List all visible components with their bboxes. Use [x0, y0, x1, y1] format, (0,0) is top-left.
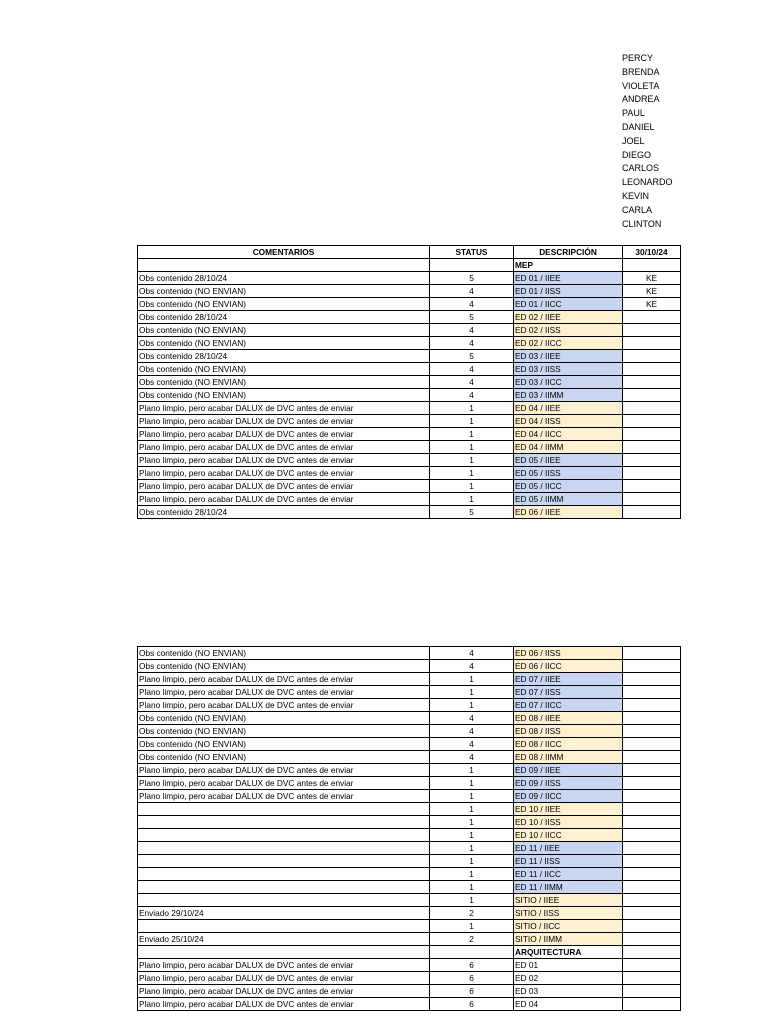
cell-status[interactable]: 1	[430, 764, 514, 777]
table-row	[138, 894, 681, 907]
cell-date-mark[interactable]: KE	[623, 285, 681, 298]
cell-status[interactable]: 1	[430, 894, 514, 907]
cell-date-mark[interactable]	[623, 894, 681, 907]
cell-comment[interactable]: Plano limpio, pero acabar DALUX de DVC antes de enviar	[138, 686, 430, 699]
cell-status[interactable]: 5	[430, 350, 514, 363]
cell-date-mark[interactable]	[623, 790, 681, 803]
cell-status[interactable]	[430, 946, 514, 959]
cell-description[interactable]: ED 01 / IIEE	[514, 272, 623, 285]
header-status: STATUS	[430, 246, 514, 259]
cell-status[interactable]: 1	[430, 686, 514, 699]
cell-date-mark[interactable]	[623, 376, 681, 389]
cell-comment[interactable]	[138, 842, 430, 855]
cell-status[interactable]: 1	[430, 790, 514, 803]
cell-status[interactable]: 1	[430, 467, 514, 480]
cell-comment[interactable]	[138, 894, 430, 907]
cell-date-mark[interactable]	[623, 311, 681, 324]
cell-status[interactable]	[430, 259, 514, 272]
cell-status[interactable]: 4	[430, 337, 514, 350]
table-row	[138, 777, 681, 790]
table-row	[138, 764, 681, 777]
cell-description[interactable]: ED 05 / IICC	[514, 480, 623, 493]
cell-comment[interactable]	[138, 803, 430, 816]
cell-description[interactable]: ED 06 / IIEE	[514, 506, 623, 519]
cell-description[interactable]: ED 08 / IIMM	[514, 751, 623, 764]
assignee-name: PAUL	[622, 108, 645, 119]
cell-description[interactable]: ED 02 / IIEE	[514, 311, 623, 324]
cell-date-mark[interactable]	[623, 738, 681, 751]
cell-status[interactable]: 4	[430, 376, 514, 389]
cell-date-mark[interactable]	[623, 959, 681, 972]
cell-comment[interactable]: Obs contenido 28/10/24	[138, 272, 430, 285]
assignee-name: DANIEL	[622, 121, 655, 132]
cell-date-mark[interactable]: KE	[623, 298, 681, 311]
cell-comment[interactable]: Obs contenido (NO ENVIAN)	[138, 738, 430, 751]
table-row	[138, 647, 681, 660]
cell-comment[interactable]: Obs contenido 28/10/24	[138, 311, 430, 324]
table-row	[138, 285, 681, 298]
cell-description[interactable]: ED 09 / IISS	[514, 777, 623, 790]
cell-description[interactable]: ED 01 / IICC	[514, 298, 623, 311]
assignee-name: BRENDA	[622, 66, 660, 77]
cell-description[interactable]: ED 11 / IICC	[514, 868, 623, 881]
assignee-name: KEVIN	[622, 190, 650, 201]
assignee-name: VIOLETA	[622, 80, 660, 91]
cell-date-mark[interactable]	[623, 259, 681, 272]
cell-date-mark[interactable]	[623, 673, 681, 686]
cell-description[interactable]: ED 07 / IICC	[514, 699, 623, 712]
cell-description[interactable]: ED 10 / IISS	[514, 816, 623, 829]
cell-comment[interactable]	[138, 868, 430, 881]
cell-description[interactable]: ED 04 / IICC	[514, 428, 623, 441]
cell-comment[interactable]	[138, 946, 430, 959]
cell-comment[interactable]: Obs contenido (NO ENVIAN)	[138, 285, 430, 298]
table-row	[138, 972, 681, 985]
tracking-table-bottom	[137, 646, 681, 1011]
cell-description[interactable]: ED 06 / IISS	[514, 647, 623, 660]
cell-description[interactable]: ED 10 / IIEE	[514, 803, 623, 816]
cell-date-mark[interactable]	[623, 506, 681, 519]
table-row	[138, 751, 681, 764]
header-comentarios: COMENTARIOS	[138, 246, 430, 259]
cell-comment[interactable]: Plano limpio, pero acabar DALUX de DVC antes de enviar	[138, 441, 430, 454]
cell-description[interactable]: ED 04 / IISS	[514, 415, 623, 428]
cell-status[interactable]: 6	[430, 985, 514, 998]
cell-comment[interactable]: Plano limpio, pero acabar DALUX de DVC antes de enviar	[138, 415, 430, 428]
cell-description[interactable]: ED 07 / IISS	[514, 686, 623, 699]
table-row	[138, 790, 681, 803]
cell-status[interactable]: 1	[430, 402, 514, 415]
cell-description[interactable]: SITIO / IISS	[514, 907, 623, 920]
assignee-name: JOEL	[622, 135, 645, 146]
cell-comment[interactable]: Obs contenido (NO ENVIAN)	[138, 389, 430, 402]
cell-status[interactable]: 6	[430, 972, 514, 985]
table-row	[138, 803, 681, 816]
cell-comment[interactable]	[138, 816, 430, 829]
cell-comment[interactable]: Plano limpio, pero acabar DALUX de DVC antes de enviar	[138, 428, 430, 441]
cell-status[interactable]: 1	[430, 493, 514, 506]
table-row	[138, 441, 681, 454]
cell-status[interactable]: 1	[430, 829, 514, 842]
cell-comment[interactable]: Obs contenido (NO ENVIAN)	[138, 751, 430, 764]
cell-description[interactable]: ED 02	[514, 972, 623, 985]
cell-date-mark[interactable]	[623, 454, 681, 467]
cell-status[interactable]: 4	[430, 712, 514, 725]
cell-comment[interactable]: Obs contenido (NO ENVIAN)	[138, 725, 430, 738]
cell-date-mark[interactable]	[623, 725, 681, 738]
cell-comment[interactable]: Obs contenido (NO ENVIAN)	[138, 660, 430, 673]
table-row	[138, 855, 681, 868]
table-row	[138, 506, 681, 519]
cell-comment[interactable]: Plano limpio, pero acabar DALUX de DVC antes de enviar	[138, 480, 430, 493]
table-row	[138, 699, 681, 712]
cell-status[interactable]: 2	[430, 907, 514, 920]
cell-date-mark[interactable]	[623, 712, 681, 725]
cell-date-mark[interactable]	[623, 480, 681, 493]
cell-date-mark[interactable]	[623, 647, 681, 660]
table-row	[138, 881, 681, 894]
cell-comment[interactable]: Plano limpio, pero acabar DALUX de DVC antes de enviar	[138, 790, 430, 803]
table-row	[138, 946, 681, 959]
cell-date-mark[interactable]	[623, 337, 681, 350]
cell-status[interactable]: 2	[430, 933, 514, 946]
cell-status[interactable]: 1	[430, 842, 514, 855]
table-row	[138, 712, 681, 725]
cell-comment[interactable]: Plano limpio, pero acabar DALUX de DVC antes de enviar	[138, 764, 430, 777]
cell-status[interactable]: 1	[430, 441, 514, 454]
cell-description[interactable]: ED 03 / IIMM	[514, 389, 623, 402]
cell-status[interactable]: 1	[430, 480, 514, 493]
cell-status[interactable]: 6	[430, 959, 514, 972]
table-row	[138, 311, 681, 324]
cell-description[interactable]: ED 03 / IIEE	[514, 350, 623, 363]
assignee-name-list	[622, 52, 673, 231]
cell-description[interactable]: ED 11 / IISS	[514, 855, 623, 868]
table-row	[138, 985, 681, 998]
cell-comment[interactable]: Obs contenido 28/10/24	[138, 350, 430, 363]
cell-comment[interactable]: Obs contenido (NO ENVIAN)	[138, 376, 430, 389]
cell-description[interactable]: ED 04 / IIMM	[514, 441, 623, 454]
table-row	[138, 298, 681, 311]
cell-status[interactable]: 5	[430, 311, 514, 324]
cell-date-mark[interactable]	[623, 686, 681, 699]
cell-description[interactable]: ED 11 / IIEE	[514, 842, 623, 855]
table-row	[138, 376, 681, 389]
table-row	[138, 660, 681, 673]
cell-status[interactable]: 5	[430, 506, 514, 519]
cell-comment[interactable]: Plano limpio, pero acabar DALUX de DVC antes de enviar	[138, 454, 430, 467]
cell-comment[interactable]: Obs contenido (NO ENVIAN)	[138, 363, 430, 376]
cell-status[interactable]: 4	[430, 660, 514, 673]
cell-status[interactable]: 1	[430, 777, 514, 790]
cell-date-mark[interactable]	[623, 972, 681, 985]
cell-status[interactable]: 4	[430, 285, 514, 298]
cell-date-mark[interactable]	[623, 428, 681, 441]
cell-status[interactable]: 4	[430, 647, 514, 660]
cell-date-mark[interactable]	[623, 441, 681, 454]
table-row	[138, 686, 681, 699]
table-row	[138, 920, 681, 933]
cell-description[interactable]: ED 06 / IICC	[514, 660, 623, 673]
cell-description[interactable]: ED 05 / IIEE	[514, 454, 623, 467]
cell-status[interactable]: 1	[430, 673, 514, 686]
cell-status[interactable]: 4	[430, 298, 514, 311]
table-row	[138, 324, 681, 337]
cell-status[interactable]: 1	[430, 699, 514, 712]
cell-description[interactable]: ED 08 / IISS	[514, 725, 623, 738]
cell-date-mark[interactable]	[623, 829, 681, 842]
cell-comment[interactable]: Plano limpio, pero acabar DALUX de DVC antes de enviar	[138, 673, 430, 686]
table-row	[138, 337, 681, 350]
table-row	[138, 725, 681, 738]
cell-date-mark[interactable]	[623, 402, 681, 415]
cell-status[interactable]: 4	[430, 324, 514, 337]
cell-comment[interactable]: Enviado 25/10/24	[138, 933, 430, 946]
table-row	[138, 998, 681, 1011]
cell-description[interactable]: ED 09 / IIEE	[514, 764, 623, 777]
cell-date-mark[interactable]	[623, 816, 681, 829]
cell-comment[interactable]: Obs contenido 28/10/24	[138, 506, 430, 519]
cell-comment[interactable]: Obs contenido (NO ENVIAN)	[138, 324, 430, 337]
cell-date-mark[interactable]	[623, 751, 681, 764]
cell-date-mark[interactable]	[623, 493, 681, 506]
cell-date-mark[interactable]	[623, 933, 681, 946]
header-date: 30/10/24	[623, 246, 681, 259]
cell-date-mark[interactable]	[623, 363, 681, 376]
cell-date-mark[interactable]	[623, 389, 681, 402]
cell-comment[interactable]	[138, 881, 430, 894]
cell-date-mark[interactable]	[623, 868, 681, 881]
cell-description[interactable]: ED 03 / IISS	[514, 363, 623, 376]
cell-date-mark[interactable]	[623, 415, 681, 428]
cell-date-mark[interactable]	[623, 998, 681, 1011]
cell-date-mark[interactable]	[623, 324, 681, 337]
table-row	[138, 959, 681, 972]
table-row	[138, 907, 681, 920]
table-row	[138, 363, 681, 376]
assignee-name: CARLA	[622, 204, 653, 215]
cell-comment[interactable]: Plano limpio, pero acabar DALUX de DVC antes de enviar	[138, 699, 430, 712]
cell-comment[interactable]: Plano limpio, pero acabar DALUX de DVC antes de enviar	[138, 972, 430, 985]
cell-date-mark[interactable]	[623, 907, 681, 920]
cell-description[interactable]: MEP	[514, 259, 623, 272]
assignee-name: CARLOS	[622, 163, 660, 174]
cell-date-mark[interactable]	[623, 699, 681, 712]
table-row	[138, 415, 681, 428]
cell-comment[interactable]: Plano limpio, pero acabar DALUX de DVC antes de enviar	[138, 467, 430, 480]
cell-comment[interactable]: Plano limpio, pero acabar DALUX de DVC antes de enviar	[138, 998, 430, 1011]
cell-status[interactable]: 1	[430, 415, 514, 428]
cell-comment[interactable]	[138, 829, 430, 842]
table-row	[138, 933, 681, 946]
cell-status[interactable]: 4	[430, 363, 514, 376]
cell-status[interactable]: 1	[430, 816, 514, 829]
table-row	[138, 402, 681, 415]
cell-comment[interactable]: Obs contenido (NO ENVIAN)	[138, 298, 430, 311]
cell-description[interactable]: ED 04 / IIEE	[514, 402, 623, 415]
cell-comment[interactable]: Plano limpio, pero acabar DALUX de DVC antes de enviar	[138, 402, 430, 415]
assignee-name: CLINTON	[622, 218, 662, 229]
cell-status[interactable]: 1	[430, 803, 514, 816]
cell-date-mark[interactable]	[623, 803, 681, 816]
cell-description[interactable]: ED 04	[514, 998, 623, 1011]
cell-date-mark[interactable]	[623, 764, 681, 777]
cell-status[interactable]: 4	[430, 389, 514, 402]
cell-comment[interactable]	[138, 855, 430, 868]
table-row	[138, 389, 681, 402]
cell-status[interactable]: 1	[430, 428, 514, 441]
cell-description[interactable]: ED 02 / IICC	[514, 337, 623, 350]
cell-comment[interactable]: Plano limpio, pero acabar DALUX de DVC antes de enviar	[138, 777, 430, 790]
cell-status[interactable]: 1	[430, 881, 514, 894]
assignee-name: LEONARDO	[622, 177, 673, 188]
cell-date-mark[interactable]	[623, 660, 681, 673]
cell-description[interactable]: ED 08 / IIEE	[514, 712, 623, 725]
table-row	[138, 829, 681, 842]
table-row	[138, 467, 681, 480]
table-row	[138, 816, 681, 829]
cell-date-mark[interactable]	[623, 920, 681, 933]
cell-date-mark[interactable]	[623, 467, 681, 480]
assignee-name: PERCY	[622, 53, 654, 63]
table-row	[138, 454, 681, 467]
cell-comment[interactable]: Obs contenido (NO ENVIAN)	[138, 647, 430, 660]
cell-description[interactable]: ED 07 / IIEE	[514, 673, 623, 686]
cell-description[interactable]: ED 01	[514, 959, 623, 972]
cell-description[interactable]: ED 03 / IICC	[514, 376, 623, 389]
cell-description[interactable]: ED 03	[514, 985, 623, 998]
tracking-table-top	[137, 245, 681, 519]
cell-description[interactable]: ED 02 / IISS	[514, 324, 623, 337]
cell-status[interactable]: 5	[430, 272, 514, 285]
table-row	[138, 272, 681, 285]
table-row	[138, 480, 681, 493]
cell-comment[interactable]: Plano limpio, pero acabar DALUX de DVC antes de enviar	[138, 985, 430, 998]
cell-description[interactable]: ED 10 / IICC	[514, 829, 623, 842]
cell-description[interactable]: ARQUITECTURA	[514, 946, 623, 959]
cell-date-mark[interactable]	[623, 842, 681, 855]
cell-date-mark[interactable]	[623, 777, 681, 790]
header-descripcion: DESCRIPCIÓN	[514, 246, 623, 259]
cell-comment[interactable]: Obs contenido (NO ENVIAN)	[138, 712, 430, 725]
cell-description[interactable]: ED 01 / IISS	[514, 285, 623, 298]
cell-comment[interactable]: Obs contenido (NO ENVIAN)	[138, 337, 430, 350]
cell-description[interactable]: ED 09 / IICC	[514, 790, 623, 803]
cell-comment[interactable]: Plano limpio, pero acabar DALUX de DVC antes de enviar	[138, 493, 430, 506]
table-row	[138, 428, 681, 441]
table-row	[138, 868, 681, 881]
cell-date-mark[interactable]	[623, 985, 681, 998]
cell-description[interactable]: ED 11 / IIMM	[514, 881, 623, 894]
cell-status[interactable]: 4	[430, 725, 514, 738]
cell-status[interactable]: 1	[430, 868, 514, 881]
cell-status[interactable]: 1	[430, 855, 514, 868]
cell-description[interactable]: SITIO / IIEE	[514, 894, 623, 907]
table-header-row	[138, 246, 681, 259]
cell-status[interactable]: 4	[430, 738, 514, 751]
table-row	[138, 842, 681, 855]
cell-date-mark[interactable]	[623, 350, 681, 363]
cell-date-mark[interactable]: KE	[623, 272, 681, 285]
table-row	[138, 259, 681, 272]
cell-status[interactable]: 1	[430, 920, 514, 933]
cell-comment[interactable]: Enviado 29/10/24	[138, 907, 430, 920]
table-row	[138, 493, 681, 506]
cell-status[interactable]: 6	[430, 998, 514, 1011]
assignee-name: ANDREA	[622, 94, 660, 105]
cell-date-mark[interactable]	[623, 946, 681, 959]
cell-description[interactable]: SITIO / IICC	[514, 920, 623, 933]
cell-description[interactable]: ED 05 / IIMM	[514, 493, 623, 506]
cell-status[interactable]: 4	[430, 751, 514, 764]
cell-status[interactable]: 1	[430, 454, 514, 467]
cell-date-mark[interactable]	[623, 855, 681, 868]
cell-description[interactable]: SITIO / IIMM	[514, 933, 623, 946]
table-row	[138, 738, 681, 751]
cell-date-mark[interactable]	[623, 881, 681, 894]
cell-description[interactable]: ED 05 / IISS	[514, 467, 623, 480]
cell-comment[interactable]	[138, 920, 430, 933]
assignee-name: DIEGO	[622, 149, 652, 160]
cell-comment[interactable]	[138, 259, 430, 272]
cell-description[interactable]: ED 08 / IICC	[514, 738, 623, 751]
cell-comment[interactable]: Plano limpio, pero acabar DALUX de DVC antes de enviar	[138, 959, 430, 972]
table-row	[138, 673, 681, 686]
table-row	[138, 350, 681, 363]
